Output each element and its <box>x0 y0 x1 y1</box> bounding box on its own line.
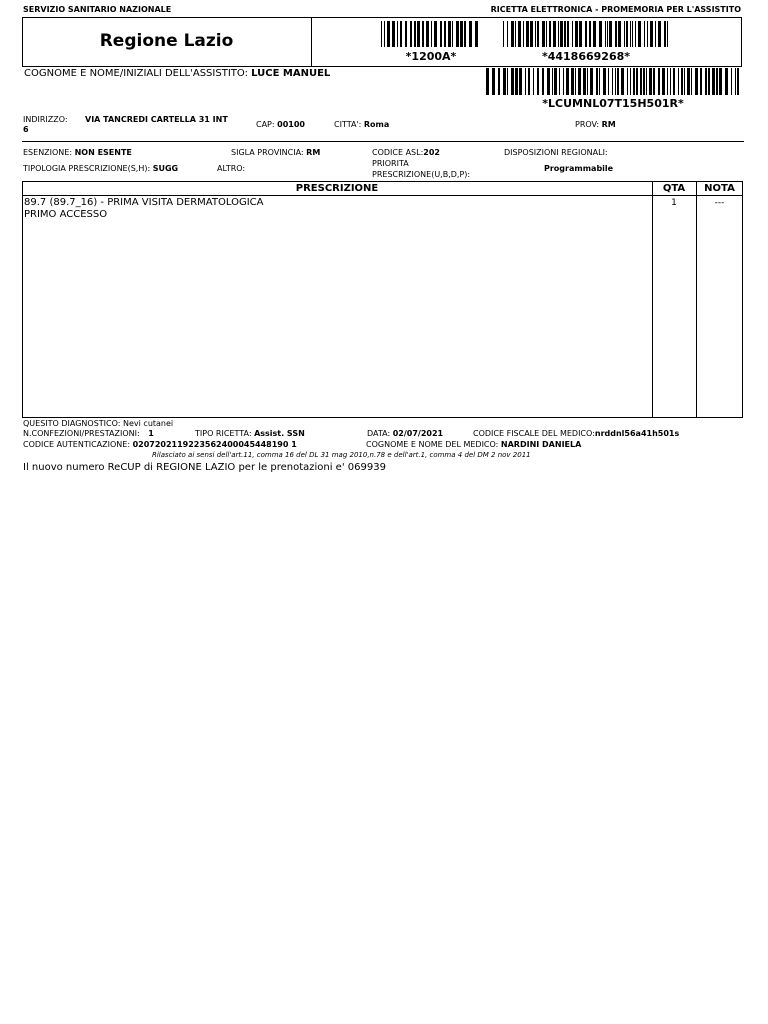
patient-name-row <box>24 68 330 79</box>
city-value: Roma <box>363 120 390 129</box>
table-divider-qty <box>652 181 653 418</box>
col-qty: QTA <box>662 183 686 194</box>
prescription-note: --- <box>714 198 725 208</box>
asl-field <box>372 148 440 157</box>
prescription-line-2: PRIMO ACCESSO <box>24 209 108 220</box>
city-field <box>334 120 389 129</box>
diagnosis-value: Nevi cutanei <box>123 419 174 428</box>
address-line-2: 6 <box>23 125 29 134</box>
barcode-fiscal-text: *LCUMNL07T15H501R* <box>542 97 684 110</box>
asl-label: CODICE ASL: <box>372 148 424 157</box>
date-value: 02/07/2021 <box>392 429 444 438</box>
patient-name-label: COGNOME E NOME/INIZIALI DELL'ASSISTITO: <box>24 68 248 79</box>
prov-field <box>575 120 616 129</box>
exemption-value: NON ESENTE <box>74 148 132 157</box>
count-label: N.CONFEZIONI/PRESTAZIONI: <box>23 429 140 438</box>
header-divider <box>311 17 312 67</box>
barcode-fiscal <box>486 68 740 95</box>
other-label: ALTRO: <box>217 164 246 173</box>
prescription-qty: 1 <box>671 198 677 208</box>
exemption-label: ESENZIONE: <box>23 148 73 157</box>
province-value: RM <box>306 148 321 157</box>
province-field <box>231 148 320 157</box>
barcode-2 <box>503 21 669 47</box>
exemption-field <box>23 148 132 157</box>
priority-label-2: PRESCRIZIONE(U,B,D,P): <box>372 170 471 179</box>
doctor-name-label: COGNOME E NOME DEL MEDICO: <box>366 440 499 449</box>
col-note: NOTA <box>704 183 735 194</box>
doctor-cf-label: CODICE FISCALE DEL MEDICO: <box>473 429 595 438</box>
doctor-name-value: NARDINI DANIELA <box>500 440 582 449</box>
city-label: CITTA': <box>334 120 362 129</box>
prov-label: PROV: <box>575 120 600 129</box>
auth-field <box>23 440 297 449</box>
prescription-line-1: 89.7 (89.7_16) - PRIMA VISITA DERMATOLOGICA <box>24 197 264 208</box>
priority-value: Programmabile <box>544 164 614 173</box>
auth-value: 0207202119223562400045448190 1 <box>132 440 297 449</box>
address-line-1: VIA TANCREDI CARTELLA 31 INT <box>85 115 228 124</box>
type-label: TIPOLOGIA PRESCRIZIONE(S,H): <box>23 164 151 173</box>
doctor-name-field <box>366 440 581 449</box>
prescription-table <box>22 181 743 418</box>
legal-note: Rilasciato ai sensi dell'art.11, comma 16 del DL 31 mag 2010,n.78 e dell'art.1, comma 4 del DM 2 nov 2011 <box>152 451 531 459</box>
recipe-type-label: TIPO RICETTA: <box>195 429 252 438</box>
cap-label: CAP: <box>256 120 275 129</box>
doctor-cf-field <box>473 429 679 438</box>
auth-label: CODICE AUTENTICAZIONE: <box>23 440 131 449</box>
regional-label: DISPOSIZIONI REGIONALI: <box>504 148 608 157</box>
separator-line <box>22 141 744 142</box>
count-value: 1 <box>148 429 154 438</box>
region-name: Regione Lazio <box>99 31 234 51</box>
address-label: INDIRIZZO: <box>23 115 68 124</box>
table-header-line <box>22 195 743 196</box>
cap-value: 00100 <box>277 120 305 129</box>
type-field <box>23 164 178 173</box>
province-label: SIGLA PROVINCIA: <box>231 148 304 157</box>
col-prescription: PRESCRIZIONE <box>295 183 379 194</box>
document-title: RICETTA ELETTRONICA - PROMEMORIA PER L'ASSISTITO <box>490 5 741 14</box>
patient-name: LUCE MANUEL <box>251 68 331 79</box>
barcode-2-text: *4418669268* <box>541 50 631 63</box>
service-title: SERVIZIO SANITARIO NAZIONALE <box>23 5 172 14</box>
priority-label-1: PRIORITA <box>372 159 409 168</box>
type-value: SUGG <box>152 164 179 173</box>
barcode-1 <box>381 21 481 47</box>
prov-value: RM <box>601 120 616 129</box>
recipe-type-field <box>195 429 305 438</box>
table-divider-note <box>696 181 697 418</box>
barcode-1-text: *1200A* <box>405 50 457 63</box>
diagnosis-field <box>23 419 173 428</box>
cap-field <box>256 120 305 129</box>
date-field <box>367 429 443 438</box>
date-label: DATA: <box>367 429 391 438</box>
count-field <box>23 429 154 438</box>
doctor-cf-value: nrddnl56a41h501s <box>594 429 680 438</box>
recup-note: Il nuovo numero ReCUP di REGIONE LAZIO per le prenotazioni e' 069939 <box>23 462 386 473</box>
asl-value: 202 <box>423 148 440 157</box>
recipe-type-value: Assist. SSN <box>254 429 305 438</box>
diagnosis-label: QUESITO DIAGNOSTICO: <box>23 419 121 428</box>
